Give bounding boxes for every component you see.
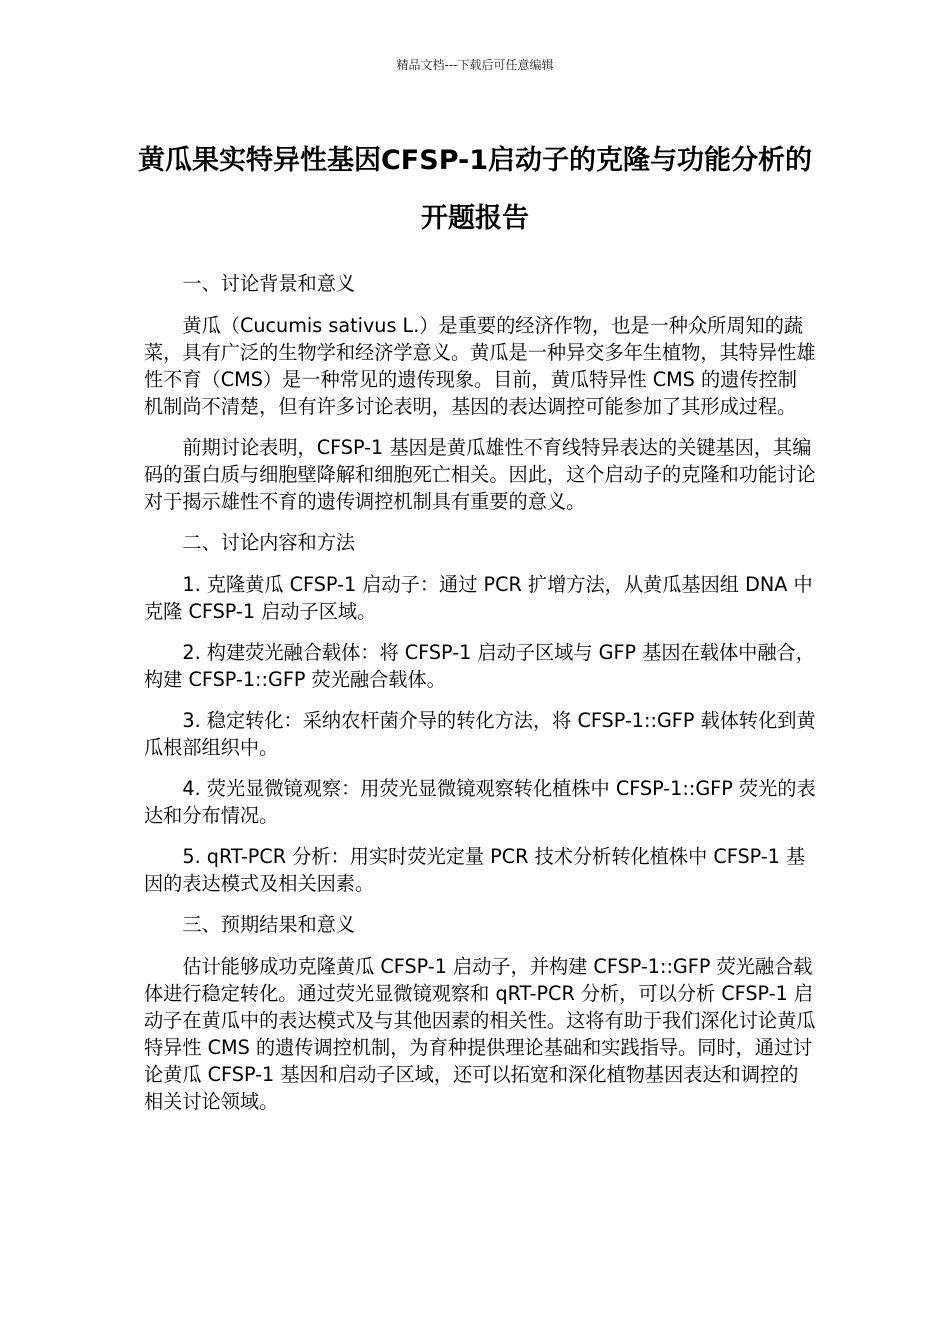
paragraph-expected-results: 估计能够成功克隆黄瓜 CFSP-1 启动子，并构建 CFSP-1::GFP 荧光融合载体进行稳定转化。通过荧光显微镜观察和 qRT-PCR 分析，可以分析 CFSP-1 启动子在黄瓜中的表达模式及与其他因素的相关性。这将有助于我们深化讨论黄瓜特异性 CMS 的遗传调控机制，为育种提供理论基础和实践指导。同时，通过讨论黄瓜 CFSP-1 基因和启动子区域，还可以拓宽和深化植物基因表达和调控的相关讨论领域。	[144, 955, 816, 1113]
section-heading-expected-results: 三、预期结果和意义	[182, 913, 356, 936]
method-item-5: 5. qRT-PCR 分析：用实时荧光定量 PCR 技术分析转化植株中 CFSP-1 基因的表达模式及相关因素。	[144, 845, 806, 895]
method-item-3: 3. 稳定转化：采纳农杆菌介导的转化方法，将 CFSP-1::GFP 载体转化到黄瓜根部组织中。	[144, 709, 816, 759]
method-item-1: 1. 克隆黄瓜 CFSP-1 启动子：通过 PCR 扩增方法，从黄瓜基因组 DNA 中克隆 CFSP-1 启动子区域。	[144, 573, 813, 623]
section-heading-background: 一、讨论背景和意义	[182, 272, 356, 295]
method-item-4: 4. 荧光显微镜观察：用荧光显微镜观察转化植株中 CFSP-1::GFP 荧光的表达和分布情况。	[144, 777, 816, 827]
paragraph-prior-research: 前期讨论表明，CFSP-1 基因是黄瓜雄性不育线特异表达的关键基因，其编码的蛋白质与细胞壁降解和细胞死亡相关。因此，这个启动子的克隆和功能讨论对于揭示雄性不育的遗传调控机制具有重要的意义。	[144, 436, 816, 513]
paragraph-cucumber-intro: 黄瓜（Cucumis sativus L.）是重要的经济作物，也是一种众所周知的蔬菜，具有广泛的生物学和经济学意义。黄瓜是一种异交多年生植物，其特异性雄性不育（CMS）是一种常见的遗传现象。目前，黄瓜特异性 CMS 的遗传控制机制尚不清楚，但有许多讨论表明，基因的表达调控可能参加了其形成过程。	[144, 314, 816, 418]
method-item-2: 2. 构建荧光融合载体：将 CFSP-1 启动子区域与 GFP 基因在载体中融合，构建 CFSP-1::GFP 荧光融合载体。	[144, 641, 815, 691]
header-note: 精品文档---下载后可任意编辑	[396, 58, 554, 72]
document-title: 黄瓜果实特异性基因CFSP-1启动子的克隆与功能分析的开题报告	[137, 145, 812, 234]
document-body	[144, 270, 816, 1129]
section-heading-methods: 二、讨论内容和方法	[182, 531, 356, 554]
